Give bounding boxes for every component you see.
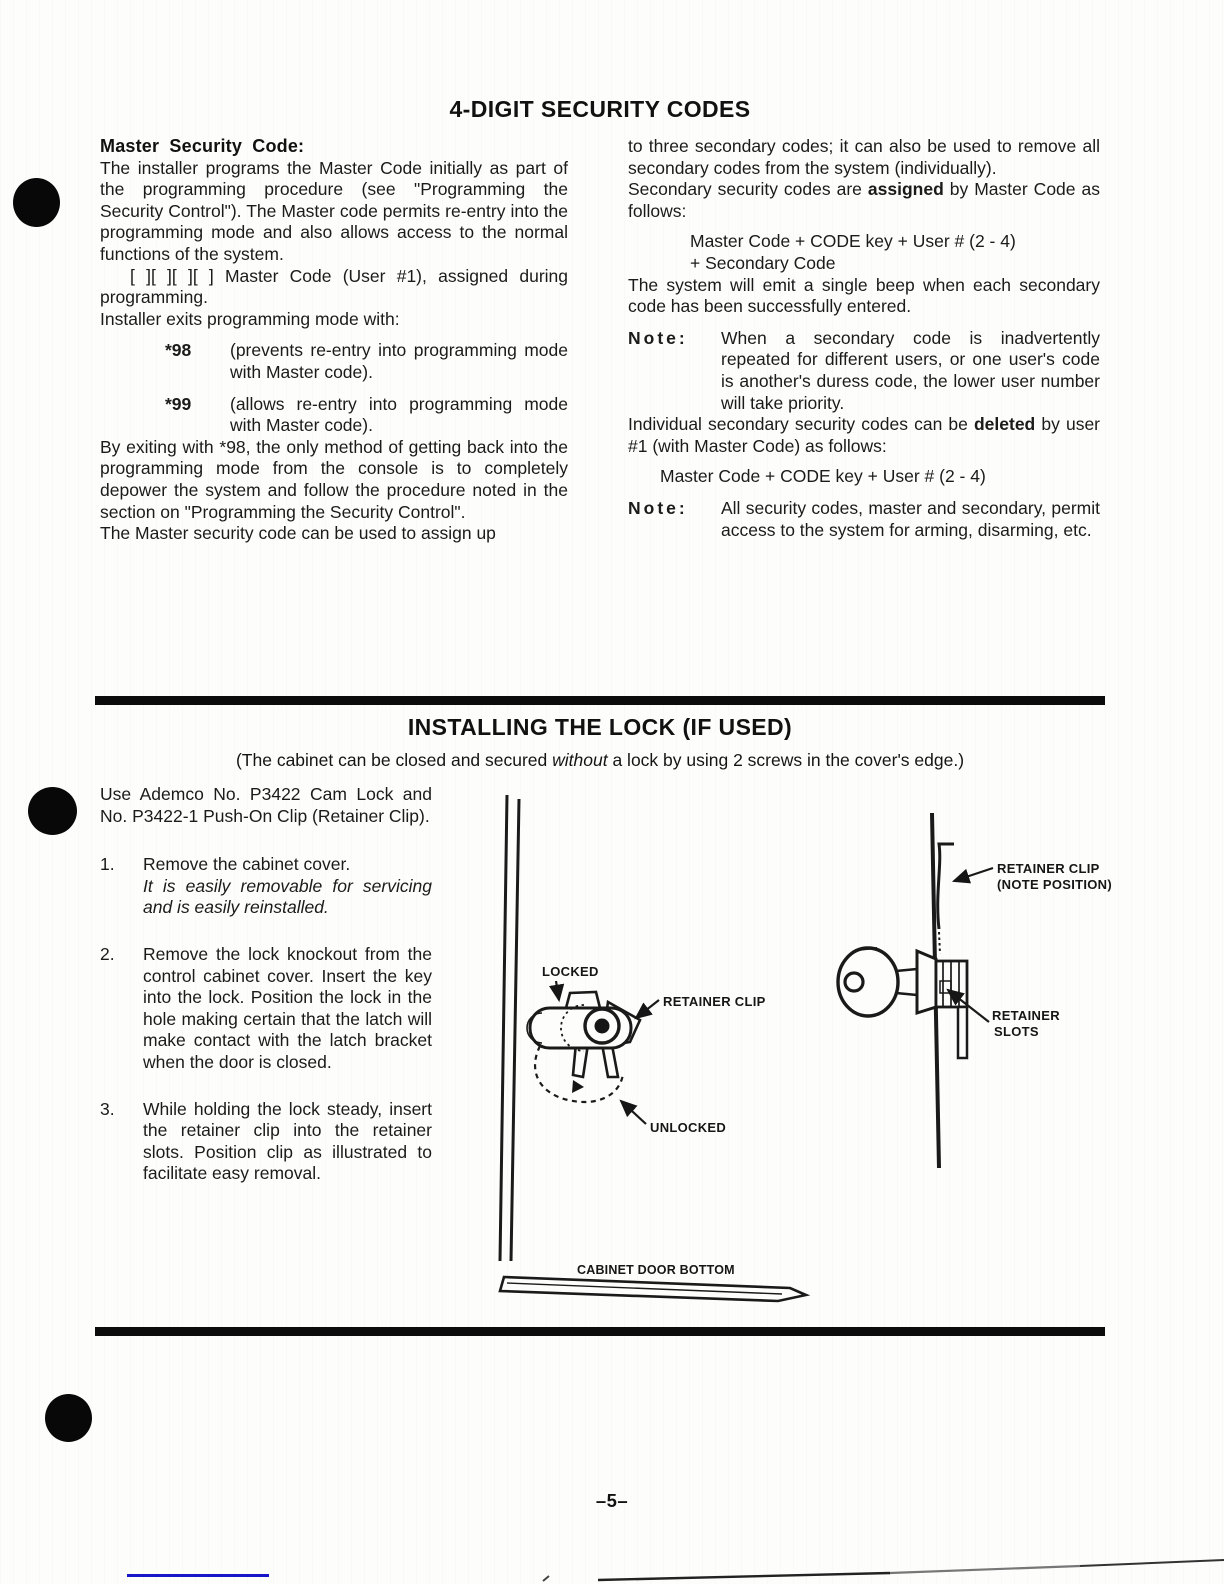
section1-left-column (100, 136, 568, 545)
retainer-clip-note-label-line2: (NOTE POSITION) (997, 877, 1112, 892)
installation-steps (100, 854, 432, 1185)
retainer-clip-label: RETAINER CLIP (663, 994, 766, 1009)
cabinet-door-bottom-label: CABINET DOOR BOTTOM (577, 1263, 735, 1277)
exit-code-98-text: (prevents re-entry into programming mode with Master code). (230, 340, 568, 382)
text-run: Secondary security codes are (628, 179, 868, 200)
section-divider-rule-top (95, 696, 1105, 705)
by-exiting-paragraph: By exiting with *98, the only method of getting back into the programming mode from the console is to completely depower the system and follow the procedure noted in the section on "Programming the Security Control". (100, 436, 568, 522)
unlocked-arrow (621, 1101, 646, 1124)
step-number: 1. (100, 854, 115, 875)
section2-title: INSTALLING THE LOCK (IF USED) (407, 714, 793, 740)
step-number: 2. (100, 943, 115, 964)
closing-line: The Master security code can be used to assign up (100, 523, 496, 544)
note-label: Note: (628, 327, 688, 348)
master-code-entry-line: [ ][ ][ ][ ] Master Code (User #1), assigned during programming. (100, 265, 568, 308)
step-item-1 (100, 854, 432, 919)
paragraph: to three secondary codes; it can also be used to remove all secondary codes from the system (individually). (628, 136, 1100, 178)
note-text: All security codes, master and secondary, permit access to the system for arming, disarming, etc. (721, 497, 1100, 540)
installer-exit-line: Installer exits programming mode with: (100, 308, 400, 329)
note-text: When a secondary code is inadvertently repeated for different users, or one user's code is another's duress code, the lower user number will take priority. (721, 327, 1100, 413)
page-number: –5– (595, 1490, 629, 1511)
step-text: Remove the lock knockout from the control cabinet cover. Insert the key into the lock. Position the lock in the hole making certain that the latch will make contact with the latch bracket when the door is closed. (143, 943, 432, 1072)
section2-left-column (100, 784, 432, 1185)
note-block (628, 328, 1100, 414)
secondary-codes-paragraph (628, 179, 1100, 222)
lock-installation-diagram (480, 780, 1120, 1315)
delete-formula-line: Master Code + CODE key + User # (2 - 4) (660, 466, 986, 487)
step-text (143, 854, 432, 919)
exit-code-98: *98 (165, 340, 192, 361)
punch-hole-dot-middle (28, 787, 77, 835)
bold-word-assigned: assigned (867, 179, 944, 200)
exit-code-99: *99 (165, 393, 192, 414)
text-run: by user #1 (with Master Code) as follows: (628, 414, 1100, 456)
step-number: 3. (100, 1098, 115, 1119)
section1-title: 4-DIGIT SECURITY CODES (449, 96, 751, 122)
section1-right-column (628, 136, 1100, 541)
retainer-clip-note-arrow (954, 868, 993, 881)
retainer-slots-label-line2: SLOTS (994, 1024, 1039, 1039)
italic-word-without: without (552, 750, 608, 770)
punch-hole-dot-bottom (45, 1394, 92, 1442)
text-run: Individual secondary security codes can be (628, 414, 974, 435)
bold-word-deleted: deleted (973, 414, 1036, 435)
cam-lock-drawing (527, 992, 640, 1102)
italic-run: It is easily removable for servicing and is easily reinstalled. (143, 875, 432, 918)
blue-underline-artifact (127, 1574, 269, 1577)
assign-formula-line2: + Secondary Code (690, 252, 836, 273)
step-text: While holding the lock steady, insert the retainer clip into the retainer slots. Position clip as illustrated to facilitate easy removal. (143, 1098, 432, 1184)
text-run: Remove the cabinet cover. (143, 854, 351, 875)
locked-label: LOCKED (542, 964, 599, 979)
exit-code-99-text: (allows re-entry into programming mode with Master code). (230, 393, 568, 436)
section-divider-rule-bottom (95, 1327, 1105, 1336)
paragraph: The installer programs the Master Code initially as part of the programming procedure (see "Programming the Security Control"). The Master code permits re-entry into the programming mode and also allows access to the normal functions of the system. (100, 157, 568, 264)
step-item-2 (100, 944, 432, 1074)
locked-arrow (556, 981, 559, 1000)
assign-formula-line1: Master Code + CODE key + User # (2 - 4) (690, 231, 1016, 252)
note-label: Note: (628, 497, 688, 518)
text-run: (The cabinet can be closed and secured (235, 750, 553, 770)
exit-code-item (165, 394, 568, 437)
note-block (628, 498, 1100, 541)
scan-edge-artifact (540, 1552, 1224, 1584)
delete-codes-paragraph (628, 414, 1100, 457)
text-run: a lock by using 2 screws in the cover's edge.) (607, 750, 965, 770)
master-security-code-heading: Master Security Code: (100, 136, 305, 156)
unlocked-label: UNLOCKED (650, 1120, 727, 1135)
single-beep-paragraph: The system will emit a single beep when each secondary code has been successfully entered. (628, 274, 1100, 317)
text-run: by Master Code as follows: (628, 179, 1100, 221)
punch-hole-dot-top (13, 178, 60, 227)
step-item-3 (100, 1099, 432, 1185)
retainer-clip-note-label-line1: RETAINER CLIP (997, 861, 1100, 876)
lock-parts-intro: Use Ademco No. P3422 Cam Lock and No. P3422-1 Push-On Clip (Retainer Clip). (100, 784, 432, 826)
retainer-slots-label-line1: RETAINER (992, 1008, 1060, 1023)
section2-subtitle (95, 750, 1105, 771)
exit-code-item (165, 340, 568, 383)
retainer-clip-arrow (636, 1000, 659, 1018)
